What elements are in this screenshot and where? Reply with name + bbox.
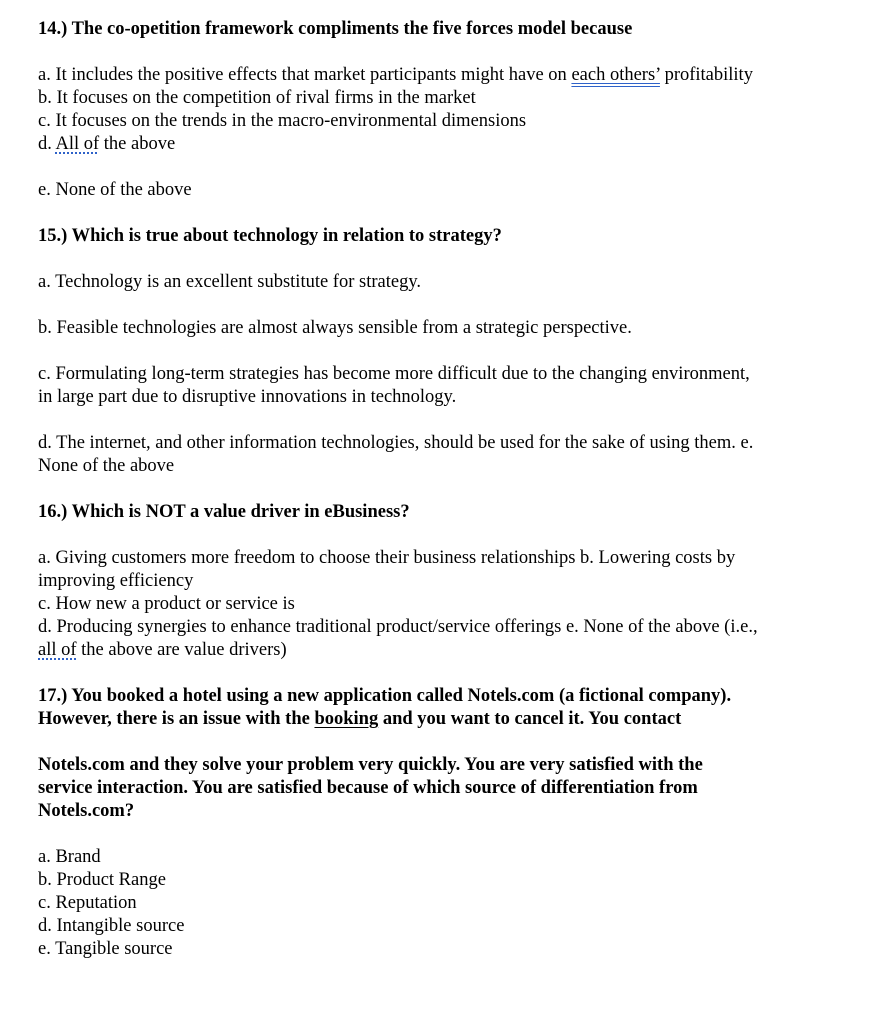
spacer bbox=[38, 524, 848, 547]
question-17-option-c: c. Reputation bbox=[38, 893, 137, 913]
question-15-title: 15.) Which is true about technology in relation to strategy? bbox=[38, 226, 502, 246]
spacer bbox=[38, 294, 848, 317]
question-16-option-d-line2 bbox=[38, 639, 848, 662]
grammar-mark: All of bbox=[55, 134, 100, 154]
question-15-option-d-line2: None of the above bbox=[38, 456, 175, 476]
grammar-mark: all of bbox=[38, 640, 77, 660]
question-14-title: 14.) The co-opetition framework compliments the five forces model because bbox=[38, 19, 633, 39]
question-17-option-b: b. Product Range bbox=[38, 870, 166, 890]
question-15-option-c-line1: c. Formulating long-term strategies has become more difficult due to the changing environment, bbox=[38, 364, 750, 384]
spacer bbox=[38, 156, 848, 179]
question-text: and you want to cancel it. You contact bbox=[378, 709, 682, 729]
question-16-title: 16.) Which is NOT a value driver in eBusiness? bbox=[38, 502, 410, 522]
question-15-option-c-line2: in large part due to disruptive innovations in technology. bbox=[38, 387, 457, 407]
underlined-word: booking bbox=[314, 709, 379, 729]
question-16-option-d-line1: d. Producing synergies to enhance traditional product/service offerings e. None of the above (i.e., bbox=[38, 617, 758, 637]
option-text: a. It includes the positive effects that market participants might have on bbox=[38, 65, 572, 85]
spacer bbox=[38, 731, 848, 754]
question-17-option-a: a. Brand bbox=[38, 847, 101, 867]
question-14-option-a bbox=[38, 64, 848, 87]
spacer bbox=[38, 409, 848, 432]
question-14-option-c: c. It focuses on the trends in the macro-environmental dimensions bbox=[38, 111, 527, 131]
question-14-option-d bbox=[38, 133, 848, 156]
question-14-option-e: e. None of the above bbox=[38, 180, 192, 200]
spacer bbox=[38, 478, 848, 501]
question-16-option-a-line1: a. Giving customers more freedom to choose their business relationships b. Lowering costs by bbox=[38, 548, 736, 568]
question-text: However, there is an issue with the bbox=[38, 709, 315, 729]
question-17-option-d: d. Intangible source bbox=[38, 916, 185, 936]
question-15-option-b: b. Feasible technologies are almost always sensible from a strategic perspective. bbox=[38, 318, 632, 338]
question-14-option-b: b. It focuses on the competition of rival firms in the market bbox=[38, 88, 476, 108]
question-17-title-line3: Notels.com and they solve your problem very quickly. You are very satisfied with the bbox=[38, 755, 703, 775]
document-page bbox=[38, 18, 848, 961]
spacer bbox=[38, 823, 848, 846]
spacer bbox=[38, 248, 848, 271]
spacer bbox=[38, 340, 848, 363]
option-text: d. bbox=[38, 134, 56, 154]
question-15-option-d-line1: d. The internet, and other information technologies, should be used for the sake of using them. e. bbox=[38, 433, 754, 453]
spacer bbox=[38, 202, 848, 225]
question-17-title-line1: 17.) You booked a hotel using a new application called Notels.com (a fictional company). bbox=[38, 686, 732, 706]
option-text: profitability bbox=[659, 65, 753, 85]
question-16-option-c: c. How new a product or service is bbox=[38, 594, 295, 614]
question-17-option-e: e. Tangible source bbox=[38, 939, 173, 959]
question-17-title-line2 bbox=[38, 708, 848, 731]
option-text: the above are value drivers) bbox=[76, 640, 287, 660]
question-17-title-line4: service interaction. You are satisfied because of which source of differentiation from bbox=[38, 778, 698, 798]
question-16-option-a-line2: improving efficiency bbox=[38, 571, 194, 591]
question-17-title-line5: Notels.com? bbox=[38, 801, 135, 821]
spacer bbox=[38, 41, 848, 64]
grammar-mark: each others’ bbox=[571, 65, 660, 85]
option-text: the above bbox=[99, 134, 176, 154]
spacer bbox=[38, 662, 848, 685]
question-15-option-a: a. Technology is an excellent substitute for strategy. bbox=[38, 272, 421, 292]
